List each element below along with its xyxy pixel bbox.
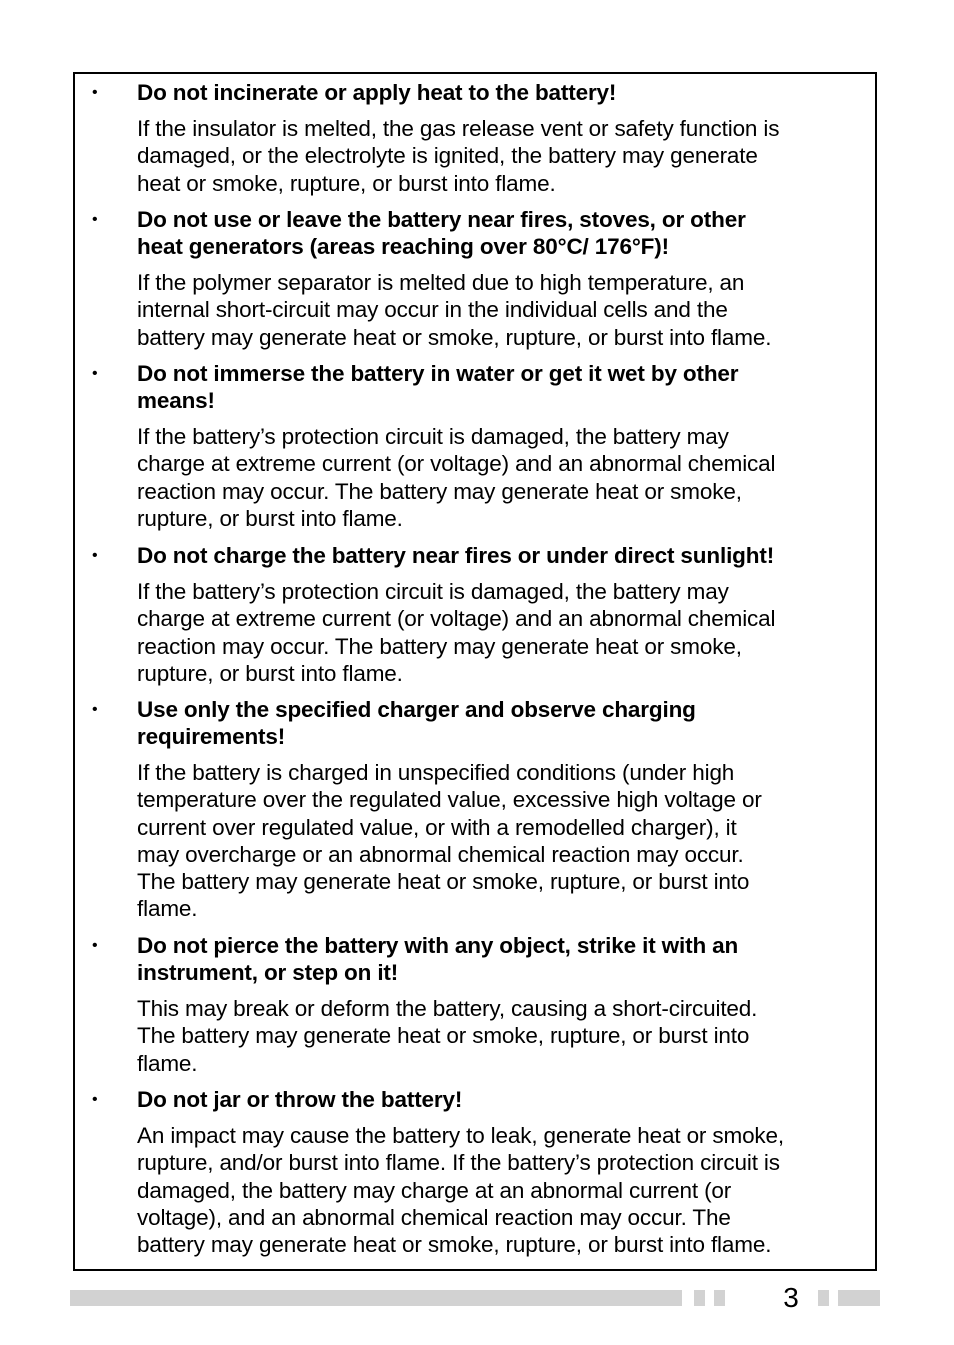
warning-body: If the battery’s protection circuit is damaged, the battery may charge at extreme current (or voltage) and an abnormal chemical reaction may occur. The battery may generate heat or smoke, rupture, or burst into flame. [137, 579, 776, 686]
battery-warning-box [73, 72, 877, 1271]
warning-heading: Do not incinerate or apply heat to the battery! [137, 80, 617, 105]
footer-bar-square [694, 1290, 705, 1306]
bullet-icon: • [92, 701, 98, 718]
warning-heading: Do not immerse the battery in water or get it wet by other means! [137, 361, 739, 414]
bullet-icon: • [92, 211, 98, 228]
warning-heading: Do not use or leave the battery near fires, stoves, or other heat generators (areas reaching over 80°C/ 176°F)! [137, 207, 746, 260]
warning-heading: Do not charge the battery near fires or under direct sunlight! [137, 543, 775, 568]
warning-body: If the battery is charged in unspecified conditions (under high temperature over the regulated value, excessive high voltage or current over regulated value, or with a remodelled charger), it may overcharge or an abnormal chemical reaction may occur. The battery may generate heat or smoke, rupture, or burst into flame. [137, 760, 762, 922]
page-number: 3 [783, 1282, 799, 1313]
warning-body: An impact may cause the battery to leak, generate heat or smoke, rupture, and/or burst into flame. If the battery’s protection circuit is damaged, the battery may charge at an abnormal current (or voltage), and an abnormal chemical reaction may occur. The battery may generate heat or smoke, rupture, or burst into flame. [137, 1123, 784, 1258]
bullet-icon: • [92, 937, 98, 954]
warning-heading: Use only the specified charger and observe charging requirements! [137, 697, 696, 750]
footer-bar-square [714, 1290, 725, 1306]
warning-heading: Do not jar or throw the battery! [137, 1087, 463, 1112]
bullet-icon: • [92, 365, 98, 382]
warning-body: If the polymer separator is melted due to high temperature, an internal short-circuit may occur in the individual cells and the battery may generate heat or smoke, rupture, or burst into flame. [137, 270, 772, 350]
warning-body: This may break or deform the battery, causing a short-circuited. The battery may generate heat or smoke, rupture, or burst into flame. [137, 996, 758, 1076]
bullet-icon: • [92, 547, 98, 564]
bullet-icon: • [92, 84, 98, 101]
footer-bar-short [838, 1290, 880, 1306]
warning-heading: Do not pierce the battery with any object, strike it with an instrument, or step on it! [137, 933, 739, 986]
bullet-icon: • [92, 1091, 98, 1108]
warning-body: If the insulator is melted, the gas release vent or safety function is damaged, or the electrolyte is ignited, the battery may generate heat or smoke, rupture, or burst into flame. [137, 116, 780, 196]
footer-bar-long [70, 1290, 682, 1306]
footer-bar-square [818, 1290, 829, 1306]
warning-body: If the battery’s protection circuit is damaged, the battery may charge at extreme current (or voltage) and an abnormal chemical reaction may occur. The battery may generate heat or smoke, rupture, or burst into flame. [137, 424, 776, 531]
